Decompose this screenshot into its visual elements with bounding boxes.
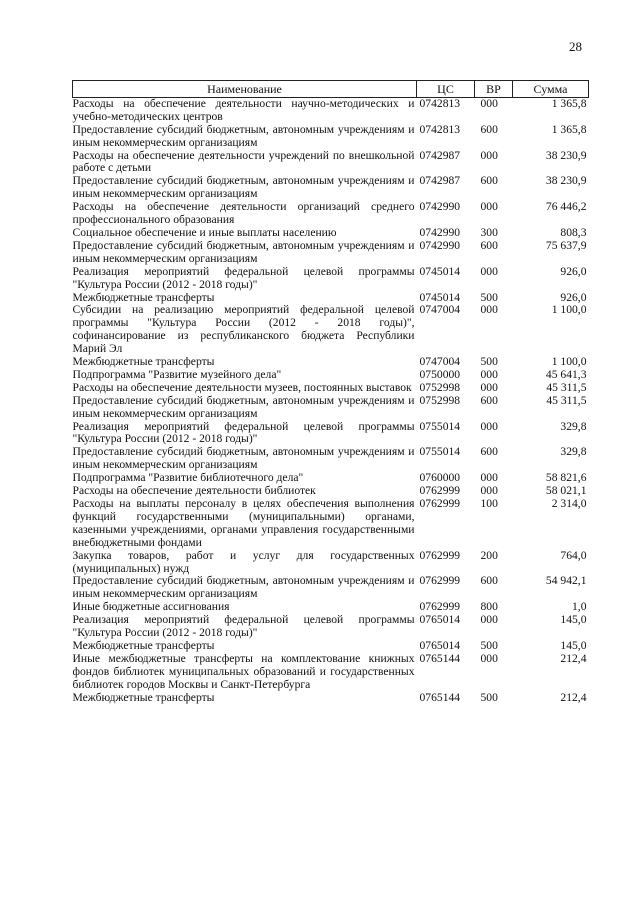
row-sum-cell: 38 230,9 (545, 148, 587, 162)
row-name-cell: Подпрограмма "Развитие музейного дела" (72, 367, 282, 381)
row-sum-cell: 212,4 (560, 690, 587, 704)
row-cs-cell: 0742990 (419, 225, 461, 239)
table-row (73, 421, 589, 447)
header-cs: ЦС (417, 81, 475, 98)
row-vr-cell: 800 (480, 600, 498, 614)
row-sum-cell: 145,0 (560, 638, 587, 652)
row-name-cell: Расходы на обеспечение деятельности научно-методических и учебно-методических центров (72, 96, 415, 123)
row-cs-cell: 0747004 (419, 303, 461, 317)
row-sum-cell: 58 021,1 (545, 484, 587, 498)
table-row (73, 369, 589, 382)
row-cs-cell: 0747004 (419, 355, 461, 369)
row-name-cell: Расходы на обеспечение деятельности музеев, постоянных выставок (72, 380, 412, 394)
table-row (73, 304, 589, 356)
table-row (73, 266, 589, 292)
row-vr-cell: 500 (480, 355, 498, 369)
row-cs-cell: 0742990 (419, 238, 461, 252)
row-sum-cell: 45 641,3 (545, 367, 587, 381)
row-cs-cell: 0760000 (419, 471, 461, 485)
row-name-cell: Закупка товаров, работ и услуг для государственных (муниципальных) нужд (72, 548, 415, 575)
row-cs-cell: 0745014 (419, 290, 461, 304)
row-vr-cell: 600 (480, 122, 498, 136)
budget-table (72, 80, 589, 705)
row-vr-cell: 500 (480, 290, 498, 304)
table-row (73, 382, 589, 395)
row-sum-cell: 1 365,8 (551, 122, 587, 136)
row-sum-cell: 58 821,6 (545, 471, 587, 485)
table-row (73, 201, 589, 227)
table-row (73, 150, 589, 176)
row-cs-cell: 0742813 (419, 96, 461, 110)
table-row (73, 97, 589, 123)
row-sum-cell: 54 942,1 (545, 574, 587, 588)
row-name-cell: Предоставление субсидий бюджетным, автономным учреждениям и иным некоммерческим организациям (72, 445, 415, 472)
row-name-cell: Предоставление субсидий бюджетным, автономным учреждениям и иным некоммерческим организациям (72, 174, 415, 201)
row-vr-cell: 000 (480, 303, 498, 317)
row-cs-cell: 0762999 (419, 574, 461, 588)
row-vr-cell: 000 (480, 471, 498, 485)
row-vr-cell: 300 (480, 225, 498, 239)
row-cs-cell: 0765144 (419, 690, 461, 704)
row-sum-cell: 145,0 (560, 613, 587, 627)
row-vr-cell: 600 (480, 445, 498, 459)
row-vr-cell: 600 (480, 174, 498, 188)
row-name-cell: Расходы на обеспечение деятельности библиотек (72, 484, 316, 498)
table-header-row (73, 81, 589, 98)
row-sum-cell: 926,0 (560, 264, 587, 278)
row-sum-cell: 764,0 (560, 548, 587, 562)
header-name: Наименование (73, 81, 417, 98)
row-vr-cell: 000 (480, 200, 498, 214)
row-cs-cell: 0752998 (419, 393, 461, 407)
row-vr-cell: 000 (480, 380, 498, 394)
row-name-cell: Реализация мероприятий федеральной целевой программы "Культура России (2012 - 2018 годы)" (72, 613, 415, 640)
page-number: 28 (569, 39, 582, 54)
table-row (73, 550, 589, 576)
table-row (73, 240, 589, 266)
row-sum-cell: 45 311,5 (546, 380, 587, 394)
table-row (73, 575, 589, 601)
table-row (73, 227, 589, 240)
row-sum-cell: 75 637,9 (545, 238, 587, 252)
table-row (73, 653, 589, 692)
row-name-cell: Реализация мероприятий федеральной целевой программы "Культура России (2012 - 2018 годы)" (72, 419, 415, 446)
row-cs-cell: 0742987 (419, 148, 461, 162)
table-body (73, 97, 589, 704)
row-vr-cell: 600 (480, 238, 498, 252)
table-row (73, 124, 589, 150)
row-vr-cell: 200 (480, 548, 498, 562)
row-name-cell: Иные межбюджетные трансферты на комплектование книжных фондов библиотек муниципальных образований и государственных библиотек городов Москвы и Санкт-Петербурга (72, 651, 415, 691)
row-vr-cell: 000 (480, 264, 498, 278)
row-name-cell: Предоставление субсидий бюджетным, автономным учреждениям и иным некоммерческим организациям (72, 393, 415, 420)
row-cs-cell: 0745014 (419, 264, 461, 278)
row-name-cell: Межбюджетные трансферты (72, 290, 215, 304)
row-vr-cell: 000 (480, 484, 498, 498)
table-row (73, 175, 589, 201)
row-sum-cell: 45 311,5 (546, 393, 587, 407)
row-cs-cell: 0762999 (419, 497, 461, 510)
row-name-cell: Межбюджетные трансферты (72, 355, 215, 369)
row-cs-cell: 0762999 (419, 600, 461, 614)
row-sum-cell: 2 314,0 (551, 497, 587, 510)
row-name-cell: Субсидии на реализацию мероприятий федеральной целевой программы "Культура России (2012 - 2018 годы)", софинансирование из республиканского бюджета Республики Марий Эл (72, 303, 415, 356)
row-vr-cell: 000 (480, 419, 498, 433)
row-vr-cell: 500 (480, 690, 498, 704)
row-name-cell: Реализация мероприятий федеральной целевой программы "Культура России (2012 - 2018 годы)" (72, 264, 415, 291)
row-cs-cell: 0755014 (419, 445, 461, 459)
row-sum-cell: 1 100,0 (551, 303, 587, 317)
row-cs-cell: 0762999 (419, 548, 461, 562)
row-vr-cell: 600 (480, 393, 498, 407)
row-cs-cell: 0752998 (419, 380, 461, 394)
table-row (73, 498, 589, 550)
row-vr-cell: 000 (480, 367, 498, 381)
row-cs-cell: 0742813 (419, 122, 461, 136)
row-cs-cell: 0755014 (419, 419, 461, 433)
row-cs-cell: 0765014 (419, 638, 461, 652)
row-name-cell: Предоставление субсидий бюджетным, автономным учреждениям и иным некоммерческим организациям (72, 238, 415, 265)
row-sum-cell: 329,8 (560, 419, 587, 433)
row-vr-cell: 600 (480, 574, 498, 588)
row-cs-cell: 0765144 (419, 651, 461, 665)
header-sum: Сумма (513, 81, 589, 98)
row-vr-cell: 000 (480, 96, 498, 110)
row-sum-cell: 1,0 (572, 600, 587, 614)
row-vr-cell: 000 (480, 651, 498, 665)
row-name-cell: Расходы на обеспечение деятельности организаций среднего профессионального образования (72, 200, 415, 227)
row-name-cell: Предоставление субсидий бюджетным, автономным учреждениям и иным некоммерческим организациям (72, 122, 415, 149)
table-row (73, 692, 589, 705)
row-sum-cell: 212,4 (560, 651, 587, 665)
header-vr: ВР (475, 81, 513, 98)
row-cs-cell: 0750000 (419, 367, 461, 381)
row-name-cell: Межбюджетные трансферты (72, 638, 215, 652)
table-row (73, 614, 589, 640)
row-cs-cell: 0742990 (419, 200, 461, 214)
row-name-cell: Подпрограмма "Развитие библиотечного дела" (72, 471, 304, 485)
row-name-cell: Предоставление субсидий бюджетным, автономным учреждениям и иным некоммерческим организациям (72, 574, 415, 601)
table-row (73, 640, 589, 653)
row-sum-cell: 926,0 (560, 290, 587, 304)
row-sum-cell: 329,8 (560, 445, 587, 459)
table-row (73, 356, 589, 369)
row-name-cell: Межбюджетные трансферты (72, 690, 215, 704)
row-name-cell: Социальное обеспечение и иные выплаты населению (72, 225, 337, 239)
row-vr-cell: 500 (480, 638, 498, 652)
row-name-cell: Расходы на обеспечение деятельности учреждений по внешкольной работе с детьми (72, 148, 415, 175)
table-row (73, 395, 589, 421)
row-cs-cell: 0742987 (419, 174, 461, 188)
row-sum-cell: 1 100,0 (551, 355, 587, 369)
row-vr-cell: 000 (480, 613, 498, 627)
row-sum-cell: 76 446,2 (545, 200, 587, 214)
row-cs-cell: 0762999 (419, 484, 461, 498)
row-sum-cell: 38 230,9 (545, 174, 587, 188)
row-sum-cell: 1 365,8 (551, 96, 587, 110)
row-vr-cell: 000 (480, 148, 498, 162)
row-cs-cell: 0765014 (419, 613, 461, 627)
row-name-cell: Расходы на выплаты персоналу в целях обеспечения выполнения функций государственными (муниципальными) органами, казенными учреждениями, органами управления государственными внебюджетными фондами (72, 497, 415, 549)
row-name-cell: Иные бюджетные ассигнования (72, 600, 230, 614)
row-sum-cell: 808,3 (560, 225, 587, 239)
row-vr-cell: 100 (480, 497, 498, 510)
table-row (73, 446, 589, 472)
